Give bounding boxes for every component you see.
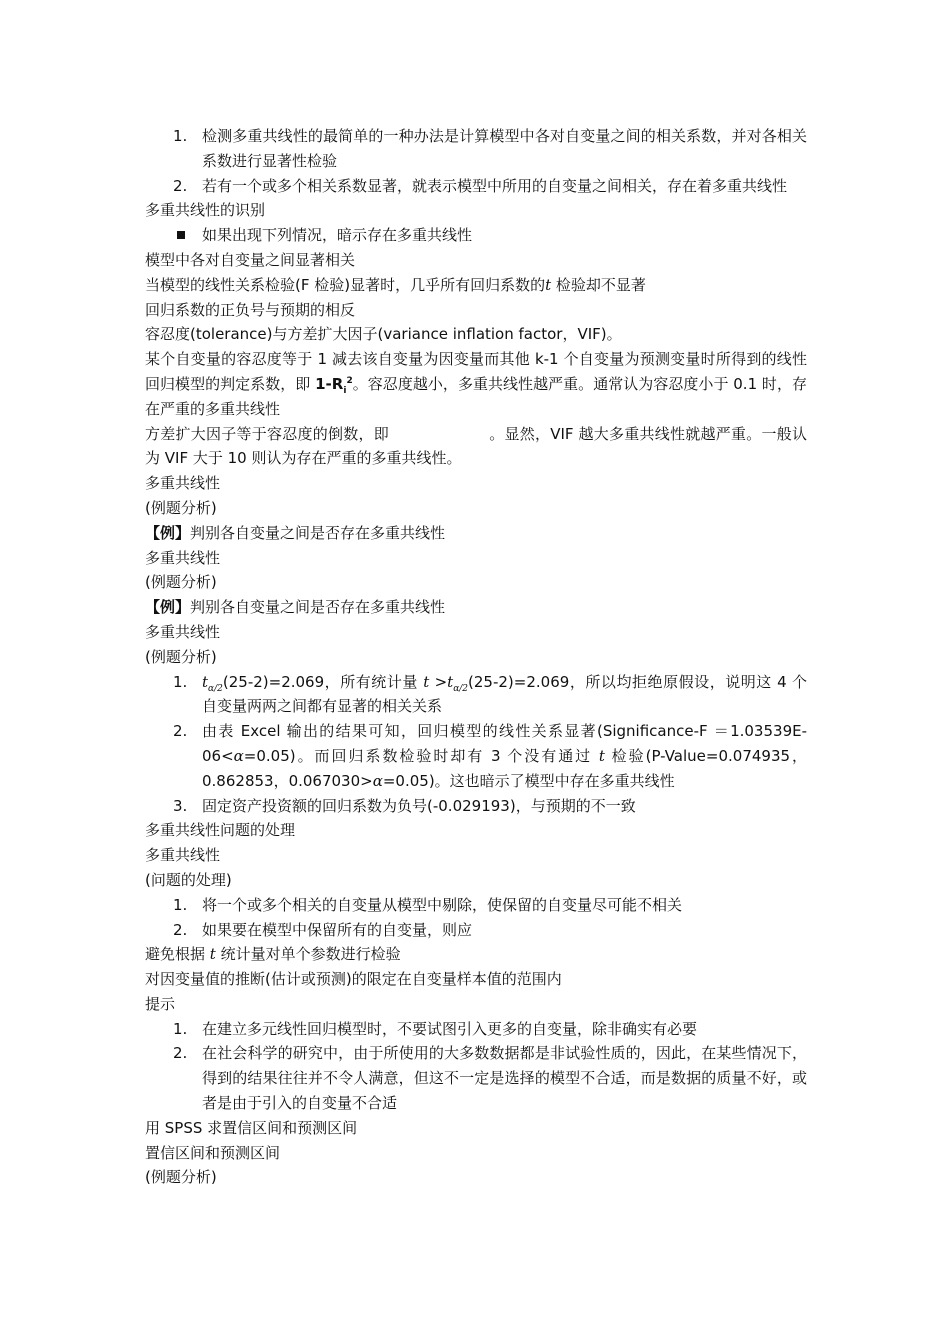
list-item: 2. 由表 Excel 输出的结果可知，回归模型的线性关系显著(Significance-F ＝1.03539E-06<α=0.05)。而回归系数检验时却有 3 个没有通过 t 检验(P-Value=0.074935，0.862853，0.067030>α=0.05)。这也暗示了模型中存在多重共线性 [173, 722, 808, 790]
paragraph: 容忍度(tolerance)与方差扩大因子(variance inflation factor，VIF)。 [145, 325, 622, 344]
paragraph: 对因变量值的推断(估计或预测)的限定在自变量样本值的范围内 [145, 970, 562, 989]
section-heading: 多重共线性问题的处理 [145, 821, 296, 840]
example-line: 【例】判别各自变量之间是否存在多重共线性 [145, 598, 446, 617]
square-bullet-icon [177, 231, 185, 239]
list-item [145, 124, 807, 174]
paragraph: 用 SPSS 求置信区间和预测区间 [145, 1118, 358, 1137]
bullet-text: 如果出现下列情况，暗示存在多重共线性 [202, 226, 473, 245]
document-body [145, 124, 807, 1190]
paragraph: (例题分析) [145, 573, 217, 592]
list-item: 2. 如果要在模型中保留所有的自变量，则应 [173, 920, 473, 939]
paragraph: 提示 [145, 994, 176, 1013]
list-number: 2. [173, 176, 188, 195]
paragraph: 回归系数的正负号与预期的相反 [145, 300, 356, 319]
list-item: 1. 将一个或多个相关的自变量从模型中剔除，使保留的自变量尽可能不相关 [173, 895, 683, 914]
paragraph: 多重共线性 [145, 846, 221, 865]
paragraph: 多重共线性 [145, 474, 221, 493]
paragraph: (问题的处理) [145, 870, 232, 889]
paragraph: 多重共线性 [145, 548, 221, 567]
list-item: 2. 在社会科学的研究中，由于所使用的大多数数据都是非试验性质的，因此，在某些情况下，得到的结果往往并不令人满意，但这不一定是选择的模型不合适，而是数据的质量不好，或者是由于引入的自变量不合适 [173, 1044, 807, 1113]
list-item: 1. $t_{\alpha/2}(25-2)=2.069$，所有统计量 $t >t_{\alpha/2}(25-2)=2.069$，所以均拒绝原假设，说明这 4 个自变量两两之间都有显著的相关关系 [173, 672, 808, 716]
list-text: 检测多重共线性的最简单的一种办法是计算模型中各对自变量之间的相关系数，并对各相关系数进行显著性检验 [202, 127, 807, 170]
formula: $1-R_i^2$ [315, 374, 353, 396]
paragraph: 多重共线性 [145, 622, 221, 641]
paragraph: 当模型的线性关系检验(F 检验)显著时，几乎所有回归系数的t 检验却不显著 [145, 275, 646, 294]
list-item: 3. 固定资产投资额的回归系数为负号(-0.029193)，与预期的不一致 [173, 796, 636, 815]
example-line: 【例】判别各自变量之间是否存在多重共线性 [145, 523, 446, 542]
section-heading: 多重共线性的识别 [145, 201, 266, 220]
paragraph: (例题分析) [145, 498, 217, 517]
paragraph: (例题分析) [145, 647, 217, 666]
paragraph: (例题分析) [145, 1168, 217, 1187]
list-text: 若有一个或多个相关系数显著，就表示模型中所用的自变量之间相关，存在着多重共线性 [202, 176, 788, 195]
list-number: 1. [173, 127, 188, 145]
paragraph: 某个自变量的容忍度等于 1 减去该自变量为因变量而其他 k-1 个自变量为预测变量时所得到的线性回归模型的判定系数，即 $1-R_i^2$。容忍度越小，多重共线性越严重。通常认为容忍度小于 0.1 时，存在严重的多重共线性 [145, 350, 807, 418]
bullet-item [145, 223, 807, 248]
list-item: 1. 在建立多元线性回归模型时，不要试图引入更多的自变量，除非确实有必要 [173, 1019, 698, 1038]
paragraph: 置信区间和预测区间 [145, 1143, 281, 1162]
list-item [145, 174, 807, 199]
paragraph: 避免根据 t 统计量对单个参数进行检验 [145, 945, 401, 964]
paragraph: 方差扩大因子等于容忍度的倒数，即 。显然，VIF 越大多重共线性就越严重。一般认为 VIF 大于 10 则认为存在严重的多重共线性。 [145, 424, 807, 468]
paragraph: 模型中各对自变量之间显著相关 [145, 250, 356, 269]
